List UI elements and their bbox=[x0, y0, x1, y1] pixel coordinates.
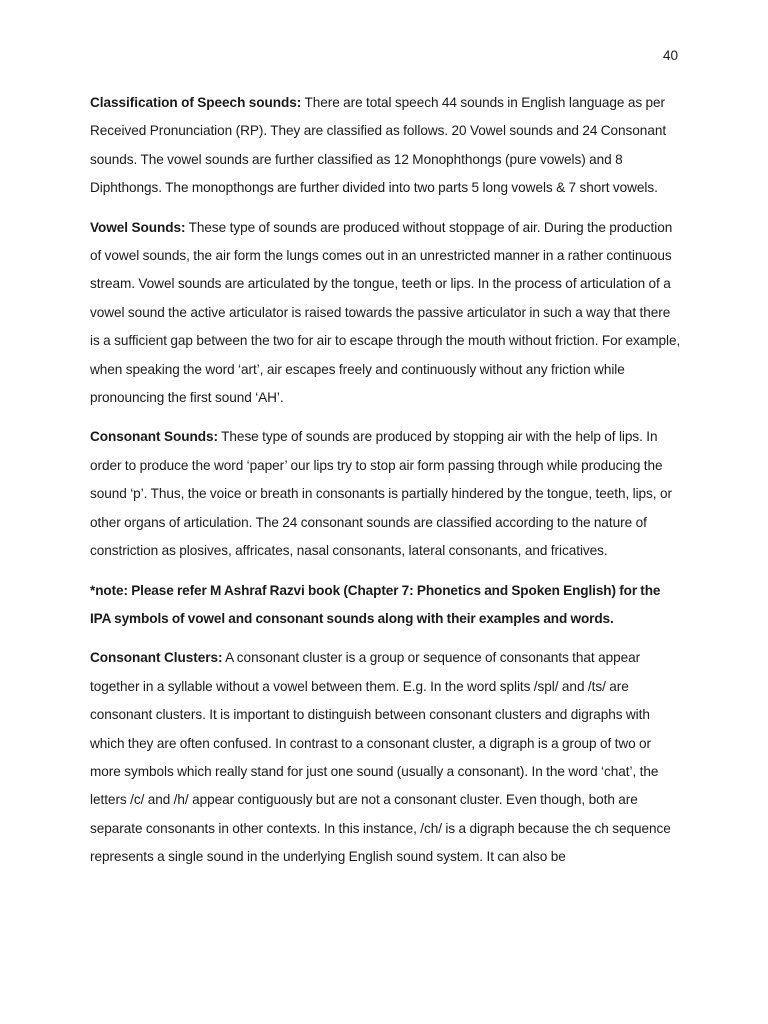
note-paragraph: *note: Please refer M Ashraf Razvi book (Chapter 7: Phonetics and Spoken English) for the IPA symbols of vowel and consonant sounds along with their examples and words. bbox=[90, 582, 661, 626]
paragraph-consonant-clusters bbox=[90, 644, 682, 871]
text-consonant-sounds: These type of sounds are produced by stopping air with the help of lips. In order to produce the word ‘paper’ our lips try to stop air form passing through while producing the sound ‘p’. Thus, the voice or breath in consonants is partially hindered by the tongue, teeth, lips, or other organs of articulation. The 24 consonant sounds are classified according to the nature of constriction as plosives, affricates, nasal consonants, lateral consonants, and fricatives. bbox=[90, 429, 672, 559]
paragraph-consonant-sounds bbox=[90, 423, 682, 565]
text-classification: There are total speech 44 sounds in English language as per Received Pronunciation (RP). They are classified as follows. 20 Vowel sounds and 24 Consonant sounds. The vowel sounds are further classified as 12 Monophthongs (pure vowels) and 8 Diphthongs. The monopthongs are further divided into two parts 5 long vowels & 7 short vowels. bbox=[90, 95, 667, 196]
text-vowel-sounds: These type of sounds are produced without stoppage of air. During the production of vowel sounds, the air form the lungs comes out in an unrestricted manner in a rather continuous stream. Vowel sounds are articulated by the tongue, teeth or lips. In the process of articulation of a vowel sound the active articulator is raised towards the passive articulator in such a way that there is a sufficient gap between the two for air to escape through the mouth without friction. For example, when speaking the word ‘art’, air escapes freely and continuously without any friction while pronouncing the first sound ‘AH’. bbox=[90, 219, 681, 406]
paragraph-classification bbox=[90, 89, 682, 203]
page-body bbox=[90, 89, 682, 883]
heading-consonant-clusters: Consonant Clusters: bbox=[90, 650, 223, 666]
page-number: 40 bbox=[662, 48, 678, 63]
paragraph-vowel-sounds bbox=[90, 214, 682, 413]
heading-classification: Classification of Speech sounds: bbox=[90, 95, 302, 110]
heading-vowel-sounds: Vowel Sounds: bbox=[90, 219, 186, 235]
text-consonant-clusters: A consonant cluster is a group or sequence of consonants that appear together in a syllable without a vowel between them. E.g. In the word splits /spl/ and /ts/ are consonant clusters. It is important to distinguish between consonant clusters and digraphs with which they are often confused. In contrast to a consonant cluster, a digraph is a group of two or more symbols which really stand for just one sound (usually a consonant). In the word ‘chat’, the letters /c/ and /h/ appear contiguously but are not a consonant cluster. Even though, both are separate consonants in other contexts. In this instance, /ch/ is a digraph because the ch sequence represents a single sound in the underlying English sound system. It can also be bbox=[90, 650, 671, 865]
heading-consonant-sounds: Consonant Sounds: bbox=[90, 429, 218, 445]
